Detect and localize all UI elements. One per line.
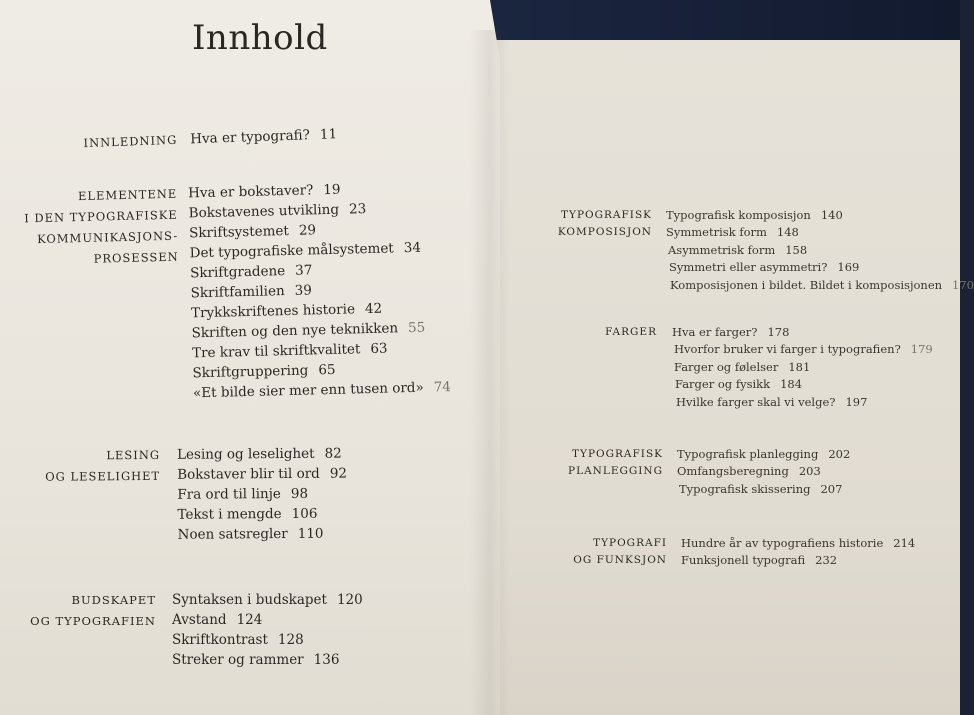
toc-entry: Typografisk komposisjon 140 [666,208,843,222]
toc-entry: Lesing og leselighet 82 [177,445,342,463]
toc-entry: Bokstavenes utvikling 23 [188,201,367,222]
section-label: TYPOGRAFISK PLANLEGGING [568,448,663,478]
section-label: TYPOGRAFISK KOMPOSISJON [557,209,652,239]
toc-entry: Asymmetrisk form 158 [668,242,808,257]
section-label: ELEMENTENE I DEN TYPOGRAFISKE KOMMUNIKASJONS- PROSESSEN [24,186,179,266]
toc-entry: Det typografiske målsystemet 34 [189,239,422,262]
book-gutter [470,30,510,715]
toc-entry: «Et bilde sier mer enn tusen ord» 74 [192,379,452,402]
toc-entry: Skriftkontrast 128 [172,632,304,648]
toc-entry: Tekst i mengde 106 [177,505,318,523]
toc-entry: Streker og rammer 136 [172,652,340,668]
toc-entry: Hvilke farger skal vi velge? 197 [676,394,868,409]
toc-entry: Avstand 124 [172,612,263,628]
toc-entry: Skriftfamilien 39 [190,282,313,302]
toc-entry: Omfangsberegning 203 [677,464,821,479]
toc-entry: Symmetrisk form 148 [666,225,799,240]
toc-entry: Hva er typografi? 11 [189,126,338,148]
section-label: TYPOGRAFI OG FUNKSJON [573,537,667,567]
toc-entry: Hundre år av typografiens historie 214 [681,536,916,550]
toc-entry: Hva er bokstaver? 19 [187,181,341,202]
toc-entry: Skriftsystemet 29 [188,222,317,242]
toc-entry: Syntaksen i budskapet 120 [172,592,363,608]
section-label: INNLEDNING [83,132,178,151]
toc-entry: Funksjonell typografi 232 [681,553,838,568]
toc-entry: Typografisk planlegging 202 [677,447,851,461]
toc-entry: Symmetri eller asymmetri? 169 [669,260,860,275]
toc-entry: Farger og følelser 181 [674,359,811,374]
toc-entry: Hvorfor bruker vi farger i typografien? 179 [674,342,933,357]
toc-entry: Komposisjonen i bildet. Bildet i komposisjonen 170 [670,277,974,292]
section-label: FARGER [605,326,657,338]
section-label: BUDSKAPET OG TYPOGRAFIEN [30,593,156,628]
toc-entry: Typografisk skissering 207 [679,481,843,496]
section-label: LESING OG LESELIGHET [45,447,161,484]
toc-entry: Noen satsregler 110 [177,525,324,543]
toc-entry: Skriftgruppering 65 [192,361,336,382]
toc-entry: Fra ord til linje 98 [177,485,309,503]
toc-entry: Skriftgradene 37 [189,262,313,282]
toc-entry: Farger og fysikk 184 [675,377,803,392]
page-title: Innhold [192,18,328,58]
toc-entry: Tre krav til skriftkvalitet 63 [191,340,388,362]
toc-entry: Bokstaver blir til ord 92 [177,465,348,483]
toc-entry: Hva er farger? 178 [672,325,790,339]
toc-entry: Trykkskriftenes historie 42 [190,300,383,322]
toc-entry: Skriften og den nye teknikken 55 [191,319,426,342]
